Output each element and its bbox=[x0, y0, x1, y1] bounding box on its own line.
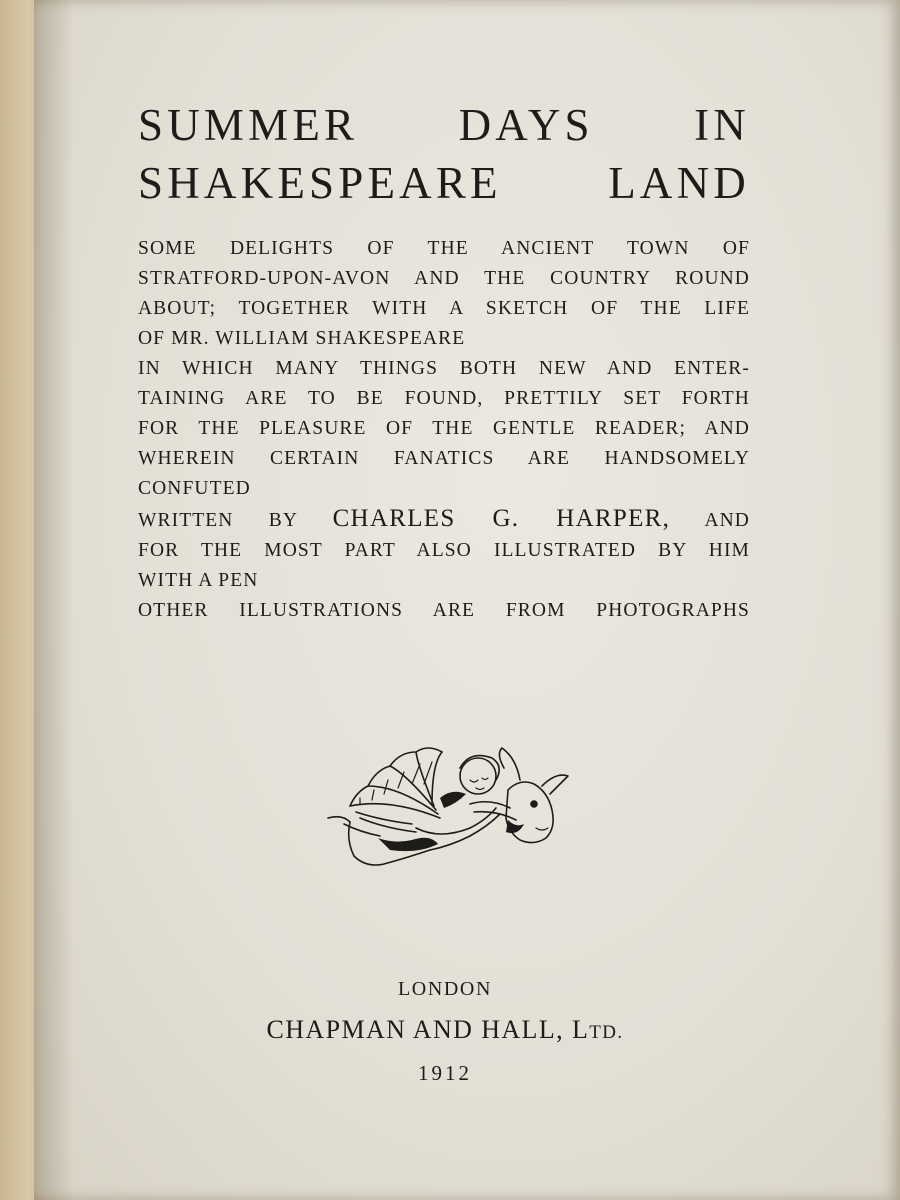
description-line: IN WHICH MANY THINGS BOTH NEW AND ENTER- bbox=[138, 358, 750, 379]
description-line: SOME DELIGHTS OF THE ANCIENT TOWN OF bbox=[138, 238, 750, 259]
book-description bbox=[138, 234, 750, 626]
author-name: CHARLES G. HARPER, bbox=[332, 505, 671, 532]
description-line: STRATFORD-UPON-AVON AND THE COUNTRY ROUND bbox=[138, 268, 750, 289]
description-line: OTHER ILLUSTRATIONS ARE FROM PHOTOGRAPHS bbox=[138, 600, 750, 621]
and-label: AND bbox=[704, 510, 750, 531]
description-line: WITH A PEN bbox=[138, 570, 259, 591]
imprint-year: 1912 bbox=[418, 1061, 472, 1085]
description-line: CONFUTED bbox=[138, 478, 251, 499]
written-by-label: WRITTEN BY bbox=[138, 510, 298, 531]
author-line bbox=[138, 504, 750, 536]
imprint-publisher-line bbox=[200, 1015, 690, 1045]
book-title-line-1: SUMMER DAYS IN bbox=[138, 100, 750, 150]
ltd-initial: L bbox=[571, 1015, 590, 1044]
title-page-text bbox=[138, 96, 750, 626]
publisher-name: CHAPMAN AND HALL, bbox=[266, 1015, 565, 1044]
book-title-line-2: SHAKESPEARE LAND bbox=[138, 158, 750, 208]
cherub-riding-sea-creature-ornament-icon bbox=[320, 728, 570, 878]
description-line: FOR THE PLEASURE OF THE GENTLE READER; AND bbox=[138, 418, 750, 439]
ltd-rest: TD. bbox=[589, 1022, 624, 1043]
description-line: FOR THE MOST PART ALSO ILLUSTRATED BY HIM bbox=[138, 540, 750, 561]
imprint-city: LONDON bbox=[397, 978, 493, 1000]
description-line: WHEREIN CERTAIN FANATICS ARE HANDSOMELY bbox=[138, 448, 750, 469]
description-line: OF MR. WILLIAM SHAKESPEARE bbox=[138, 328, 466, 349]
imprint bbox=[200, 978, 690, 1086]
description-line: TAINING ARE TO BE FOUND, PRETTILY SET FORTH bbox=[138, 388, 750, 409]
gutter-shadow bbox=[34, 0, 74, 1200]
description-line: ABOUT; TOGETHER WITH A SKETCH OF THE LIFE bbox=[138, 298, 750, 319]
